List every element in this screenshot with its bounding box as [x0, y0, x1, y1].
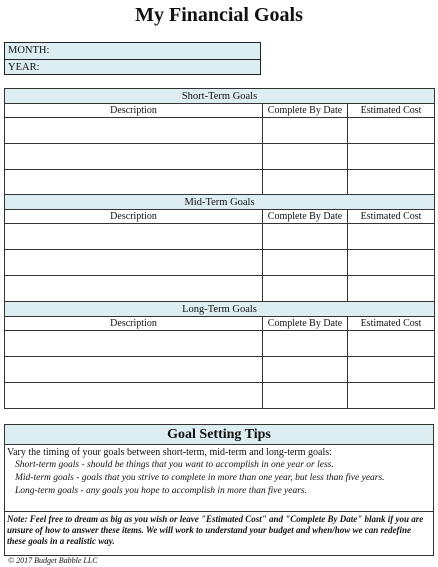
- estimated-cost-cell[interactable]: [348, 331, 435, 357]
- copyright: © 2017 Budget Babble LLC: [8, 556, 98, 565]
- estimated-cost-cell[interactable]: [348, 170, 435, 196]
- tips-title: Goal Setting Tips: [5, 425, 433, 445]
- description-cell[interactable]: [5, 144, 263, 170]
- tips-intro: Vary the timing of your goals between short-term, mid-term and long-term goals:: [7, 447, 332, 458]
- description-cell[interactable]: [5, 170, 263, 196]
- column-header-complete-by: Complete By Date: [263, 210, 348, 224]
- estimated-cost-cell[interactable]: [348, 357, 435, 383]
- complete-by-cell[interactable]: [263, 331, 348, 357]
- table-row: [5, 144, 435, 170]
- table-row: [5, 383, 435, 409]
- tip-short-term: Short-term goals - should be things that you want to accomplish in one year or less.: [15, 460, 334, 470]
- estimated-cost-cell[interactable]: [348, 118, 435, 144]
- goal-setting-tips: [4, 424, 434, 556]
- section-title: Long-Term Goals: [5, 302, 435, 317]
- page-title: My Financial Goals: [135, 4, 303, 26]
- tip-mid-term: Mid-term goals - goals that you strive to complete in more than one year, but less than five years.: [15, 473, 385, 483]
- tip-long-term: Long-term goals - any goals you hope to accomplish in more than five years.: [15, 486, 307, 496]
- table-row: [5, 331, 435, 357]
- year-label: YEAR:: [8, 62, 40, 73]
- mid-term-table: [4, 194, 435, 302]
- table-row: [5, 250, 435, 276]
- month-field[interactable]: [5, 43, 260, 59]
- estimated-cost-cell[interactable]: [348, 250, 435, 276]
- tips-note: Note: Feel free to dream as big as you wish or leave "Estimated Cost" and "Complete By Date" blank if you are unsure of how to answer these items. We will work to understand your budget and when/how we can redefine these goals in a realistic way.: [5, 511, 433, 555]
- year-field[interactable]: [5, 59, 260, 75]
- description-cell[interactable]: [5, 250, 263, 276]
- description-cell[interactable]: [5, 224, 263, 250]
- complete-by-cell[interactable]: [263, 383, 348, 409]
- column-header-complete-by: Complete By Date: [263, 104, 348, 118]
- column-header-description: Description: [5, 104, 263, 118]
- estimated-cost-cell[interactable]: [348, 224, 435, 250]
- month-year-box: [4, 42, 261, 75]
- description-cell[interactable]: [5, 383, 263, 409]
- column-header-complete-by: Complete By Date: [263, 317, 348, 331]
- complete-by-cell[interactable]: [263, 224, 348, 250]
- complete-by-cell[interactable]: [263, 144, 348, 170]
- description-cell[interactable]: [5, 331, 263, 357]
- estimated-cost-cell[interactable]: [348, 276, 435, 302]
- table-row: [5, 118, 435, 144]
- complete-by-cell[interactable]: [263, 170, 348, 196]
- month-label: MONTH:: [8, 45, 50, 56]
- short-term-table: [4, 88, 435, 196]
- section-title: Short-Term Goals: [5, 89, 435, 104]
- description-cell[interactable]: [5, 118, 263, 144]
- long-term-table: [4, 301, 435, 409]
- column-header-description: Description: [5, 317, 263, 331]
- complete-by-cell[interactable]: [263, 250, 348, 276]
- estimated-cost-cell[interactable]: [348, 383, 435, 409]
- table-row: [5, 357, 435, 383]
- table-row: [5, 224, 435, 250]
- description-cell[interactable]: [5, 276, 263, 302]
- table-row: [5, 276, 435, 302]
- complete-by-cell[interactable]: [263, 357, 348, 383]
- section-title: Mid-Term Goals: [5, 195, 435, 210]
- description-cell[interactable]: [5, 357, 263, 383]
- table-row: [5, 170, 435, 196]
- column-header-estimated-cost: Estimated Cost: [348, 104, 435, 118]
- column-header-estimated-cost: Estimated Cost: [348, 210, 435, 224]
- estimated-cost-cell[interactable]: [348, 144, 435, 170]
- column-header-estimated-cost: Estimated Cost: [348, 317, 435, 331]
- column-header-description: Description: [5, 210, 263, 224]
- complete-by-cell[interactable]: [263, 118, 348, 144]
- complete-by-cell[interactable]: [263, 276, 348, 302]
